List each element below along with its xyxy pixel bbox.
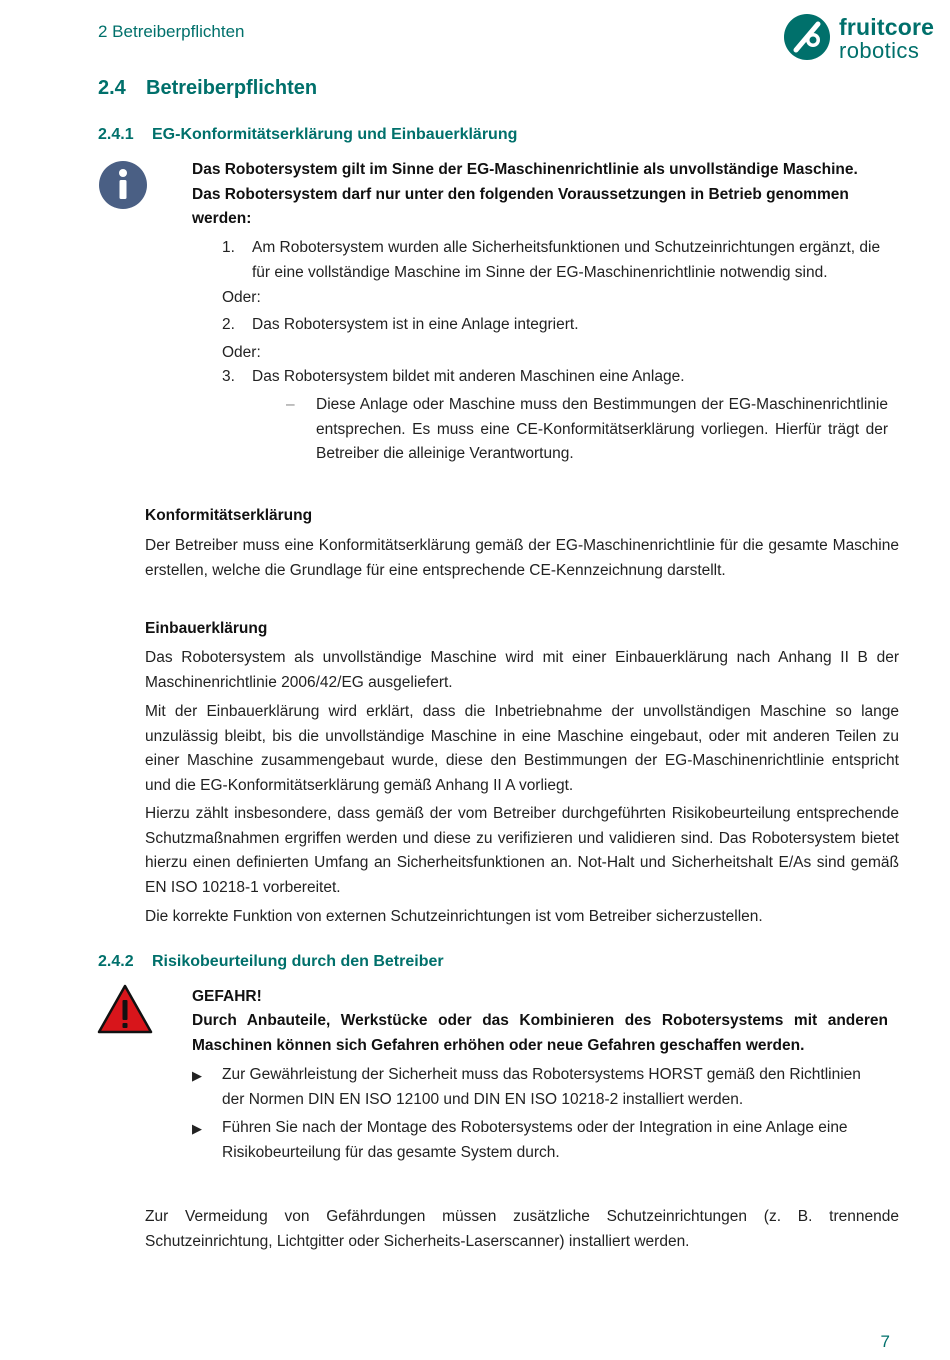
oder-label: Oder: [222, 344, 261, 361]
subsection-heading-1 [98, 126, 517, 144]
einbau-heading: Einbauerklärung [145, 620, 268, 637]
danger-label: GEFAHR! [192, 988, 262, 1005]
list-item [222, 236, 888, 285]
list-text: Am Robotersystem wurden alle Sicherheitsfunktionen und Schutzeinrichtungen ergänzt, die für eine vollständige Maschine im Sinne der EG-Maschinenrichtlinie notwendig sind. [252, 239, 881, 281]
logo-mark-icon [782, 12, 832, 62]
play-bullet-icon: ▶ [192, 1068, 202, 1083]
list-text: Das Robotersystem ist in eine Anlage integriert. [252, 316, 579, 333]
play-bullet-icon: ▶ [192, 1121, 202, 1136]
danger-text: Durch Anbauteile, Werkstücke oder das Kombinieren des Robotersystems mit anderen Maschinen können sich Gefahren erhöhen oder neue Gefahren geschaffen werden. [192, 1012, 888, 1054]
list-number: 1. [222, 239, 235, 256]
subsection-number-2: 2.4.2 [98, 953, 134, 970]
section-number: 2.4 [98, 77, 126, 99]
info-intro: Das Robotersystem gilt im Sinne der EG-Maschinenrichtlinie als unvollständige Maschine. Das Robotersystem darf nur unter den folgenden Voraussetzungen in Betrieb genommen werden: [192, 161, 858, 227]
list-item [222, 313, 888, 338]
subsection-title-2: Risikobeurteilung durch den Betreiber [152, 953, 444, 970]
info-icon [98, 160, 148, 210]
list-number: 3. [222, 368, 235, 385]
einbau-paragraph-2: Mit der Einbauerklärung wird erklärt, dass die Inbetriebnahme der unvollständigen Maschine so lange unzulässig bleibt, bis die unvollständige Maschine in eine Maschine eingebaut, oder mit anderen Teilen zu einer Maschine zusammengebaut wurde, diese den Bestimmungen der EG-Maschinenrichtlinie entspricht und die EG-Konformitätserklärung gemäß Anhang II A vorliegt. [145, 703, 899, 794]
konformitaet-text: Der Betreiber muss eine Konformitätserklärung gemäß der EG-Maschinenrichtlinie für die gesamte Maschine erstellen, welche die Grundlage für eine entsprechende CE-Kennzeichnung darstellt. [145, 537, 899, 579]
einbau-paragraph-4: Die korrekte Funktion von externen Schutzeinrichtungen ist vom Betreiber sicherzustellen. [145, 908, 763, 925]
bullet-text: Führen Sie nach der Montage des Robotersystems oder der Integration in eine Anlage eine Risikobeurteilung für das gesamte System durch. [222, 1119, 848, 1161]
dash-text: Diese Anlage oder Maschine muss den Bestimmungen der EG-Maschinenrichtlinie entsprechen. Es muss eine CE-Konformitätserklärung vorliegen. Hierfür trägt der Betreiber die alleinige Verantwortung. [316, 396, 888, 462]
dash-marker: – [286, 396, 295, 413]
section-heading [98, 77, 317, 100]
list-item [222, 365, 888, 390]
bullet-item [192, 1116, 888, 1165]
chapter-header: 2 Betreiberpflichten [98, 22, 245, 41]
einbau-paragraph-3: Hierzu zählt insbesondere, dass gemäß der vom Betreiber durchgeführten Risikobeurteilung entsprechende Schutzmaßnahmen ergriffen werden und diese zu verifizieren und validieren sind. Das Robotersystem bietet hierzu einen definierten Umfang an Sicherheitsfunktionen an. Not-Halt und Sicherheitshalt E/As sind gemäß EN ISO 10218-1 vorbereitet. [145, 805, 899, 896]
bullet-item [192, 1063, 868, 1112]
warning-triangle-icon [96, 983, 154, 1035]
konformitaet-heading: Konformitätserklärung [145, 507, 313, 524]
oder-label: Oder: [222, 289, 261, 306]
logo-line1: fruitcore [839, 14, 935, 40]
bullet-text: Zur Gewährleistung der Sicherheit muss das Robotersystems HORST gemäß den Richtlinien der Normen DIN EN ISO 12100 und DIN EN ISO 10218-2 installiert werden. [222, 1066, 861, 1108]
closing-paragraph: Zur Vermeidung von Gefährdungen müssen zusätzliche Schutzeinrichtungen (z. B. trennende Schutzeinrichtung, Lichtgitter oder Sicherheits-Laserscanner) installiert werden. [145, 1208, 899, 1250]
subsection-heading-2 [98, 953, 444, 971]
dash-item [286, 393, 888, 467]
list-text: Das Robotersystem bildet mit anderen Maschinen eine Anlage. [252, 368, 685, 385]
list-number: 2. [222, 316, 235, 333]
fruitcore-logo [782, 12, 934, 64]
section-title: Betreiberpflichten [146, 77, 318, 99]
subsection-title-1: EG-Konformitätserklärung und Einbauerklärung [152, 126, 518, 143]
einbau-paragraph-1: Das Robotersystem als unvollständige Maschine wird mit einer Einbauerklärung nach Anhang II B der Maschinenrichtlinie 2006/42/EG ausgeliefert. [145, 649, 899, 691]
page-number: 7 [880, 1332, 890, 1351]
subsection-number-1: 2.4.1 [98, 126, 134, 143]
logo-line2: robotics [839, 38, 920, 63]
